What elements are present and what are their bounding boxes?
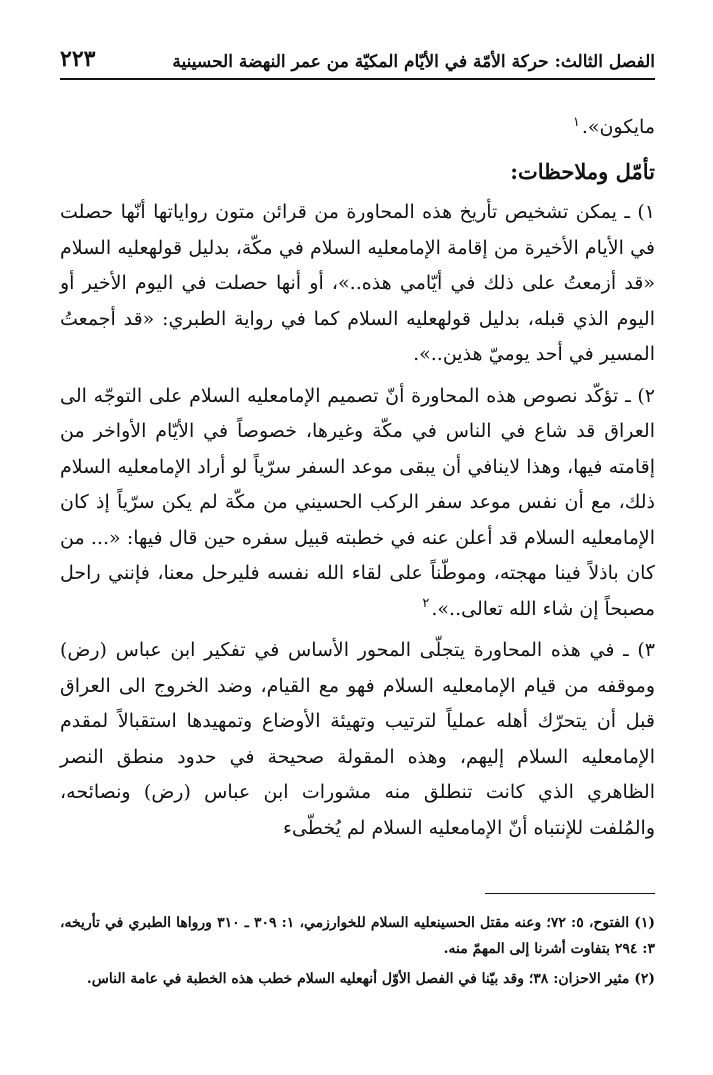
paragraph-2-text: ٢) ـ تؤكّد نصوص هذه المحاورة أنّ تصميم الإمامعليه السلام على التوجّه الى العراق قد شاع في الناس في مكّة وغيرها، خصوصاً في الأيّام الأواخر من إقامته فيها، وهذا لاينافي أن يبقى موعد السفر سرّياً لو أراد الإمامعليه السلام ذلك، مع أن نفس موعد سفر الركب الحسيني من مكّة لم يكن سرّياً إذ كان الإمامعليه السلام قد أعلن عنه في خطبته قبيل سفره حين قال فيها: «... من كان باذلاً فينا مهجته، وموطّناً على لقاء الله نفسه فليرحل معنا، فإنني راحل مصبحاً إن شاء الله تعالى..». [60,384,655,620]
paragraph-2 [60,379,655,628]
footnote-ref-1: ١ [572,114,580,130]
page-number: ٢٢٣ [60,46,96,72]
footnotes [60,910,655,996]
main-text [60,110,655,852]
closing-quote-fragment [60,110,655,146]
footnote-1: (١) الفتوح، ٥: ٧٢؛ وعنه مقتل الحسينعليه السلام للخوارزمي، ١: ٣٠٩ ـ ٣١٠ ورواها الطبري في تأريخه، ٣: ٢٩٤ بتفاوت أشرنا إلى المهمّ منه. [60,915,656,957]
footnote-ref-2: ٢ [422,596,430,612]
closing-fragment-text: مايكون». [581,116,655,138]
section-heading: تأمّل وملاحظات: [510,158,655,184]
paragraph-1 [60,195,655,373]
paragraph-3-text: ٣) ـ في هذه المحاورة يتجلّى المحور الأساس في تفكير ابن عباس (رض) وموقفه من قيام الإمامعليه السلام فهو مع القيام، وضد الخروج الى العراق قبل أن يتحرّك أهله عملياً لترتيب وتهيئة الأوضاع وتمهيدها استقبالاً لمقدم الإمامعليه السلام إليهم، وهذه المقولة صحيحة في حدود منطق النصر الظاهري الذي كانت تنطلق منه مشورات ابن عباس (رض) ونصائحه، والمُلفت للإنتباه أنّ الإمامعليه السلام لم يُخطّىء [60,639,655,839]
footnote-2: (٢) مثير الاحزان: ٣٨؛ وقد بيّنا في الفصل الأوّل أنهعليه السلام خطب هذه الخطبة في عامة الناس. [86,971,655,987]
footnote-divider [485,893,655,894]
running-header [60,40,655,72]
paragraph-1-text: ١) ـ يمكن تشخيص تأريخ هذه المحاورة من قرائن متون رواياتها أنّها حصلت في الأيام الأخيرة من إقامة الإمامعليه السلام في مكّة، بدليل قولهعليه السلام «قد أزمعتُ على ذلك في أيّامي هذه..»، أو أنها حصلت في اليوم الأخير أو اليوم الذي قبله، بدليل قولهعليه السلام كما في رواية الطبري: «قد أجمعتُ المسير في أحد يوميّ هذين..». [60,201,655,365]
paragraph-3 [60,633,655,846]
chapter-title: الفصل الثالث: حركة الأمّة في الأيّام المكيّة من عمر النهضة الحسينية [172,52,655,72]
header-divider [60,78,655,80]
